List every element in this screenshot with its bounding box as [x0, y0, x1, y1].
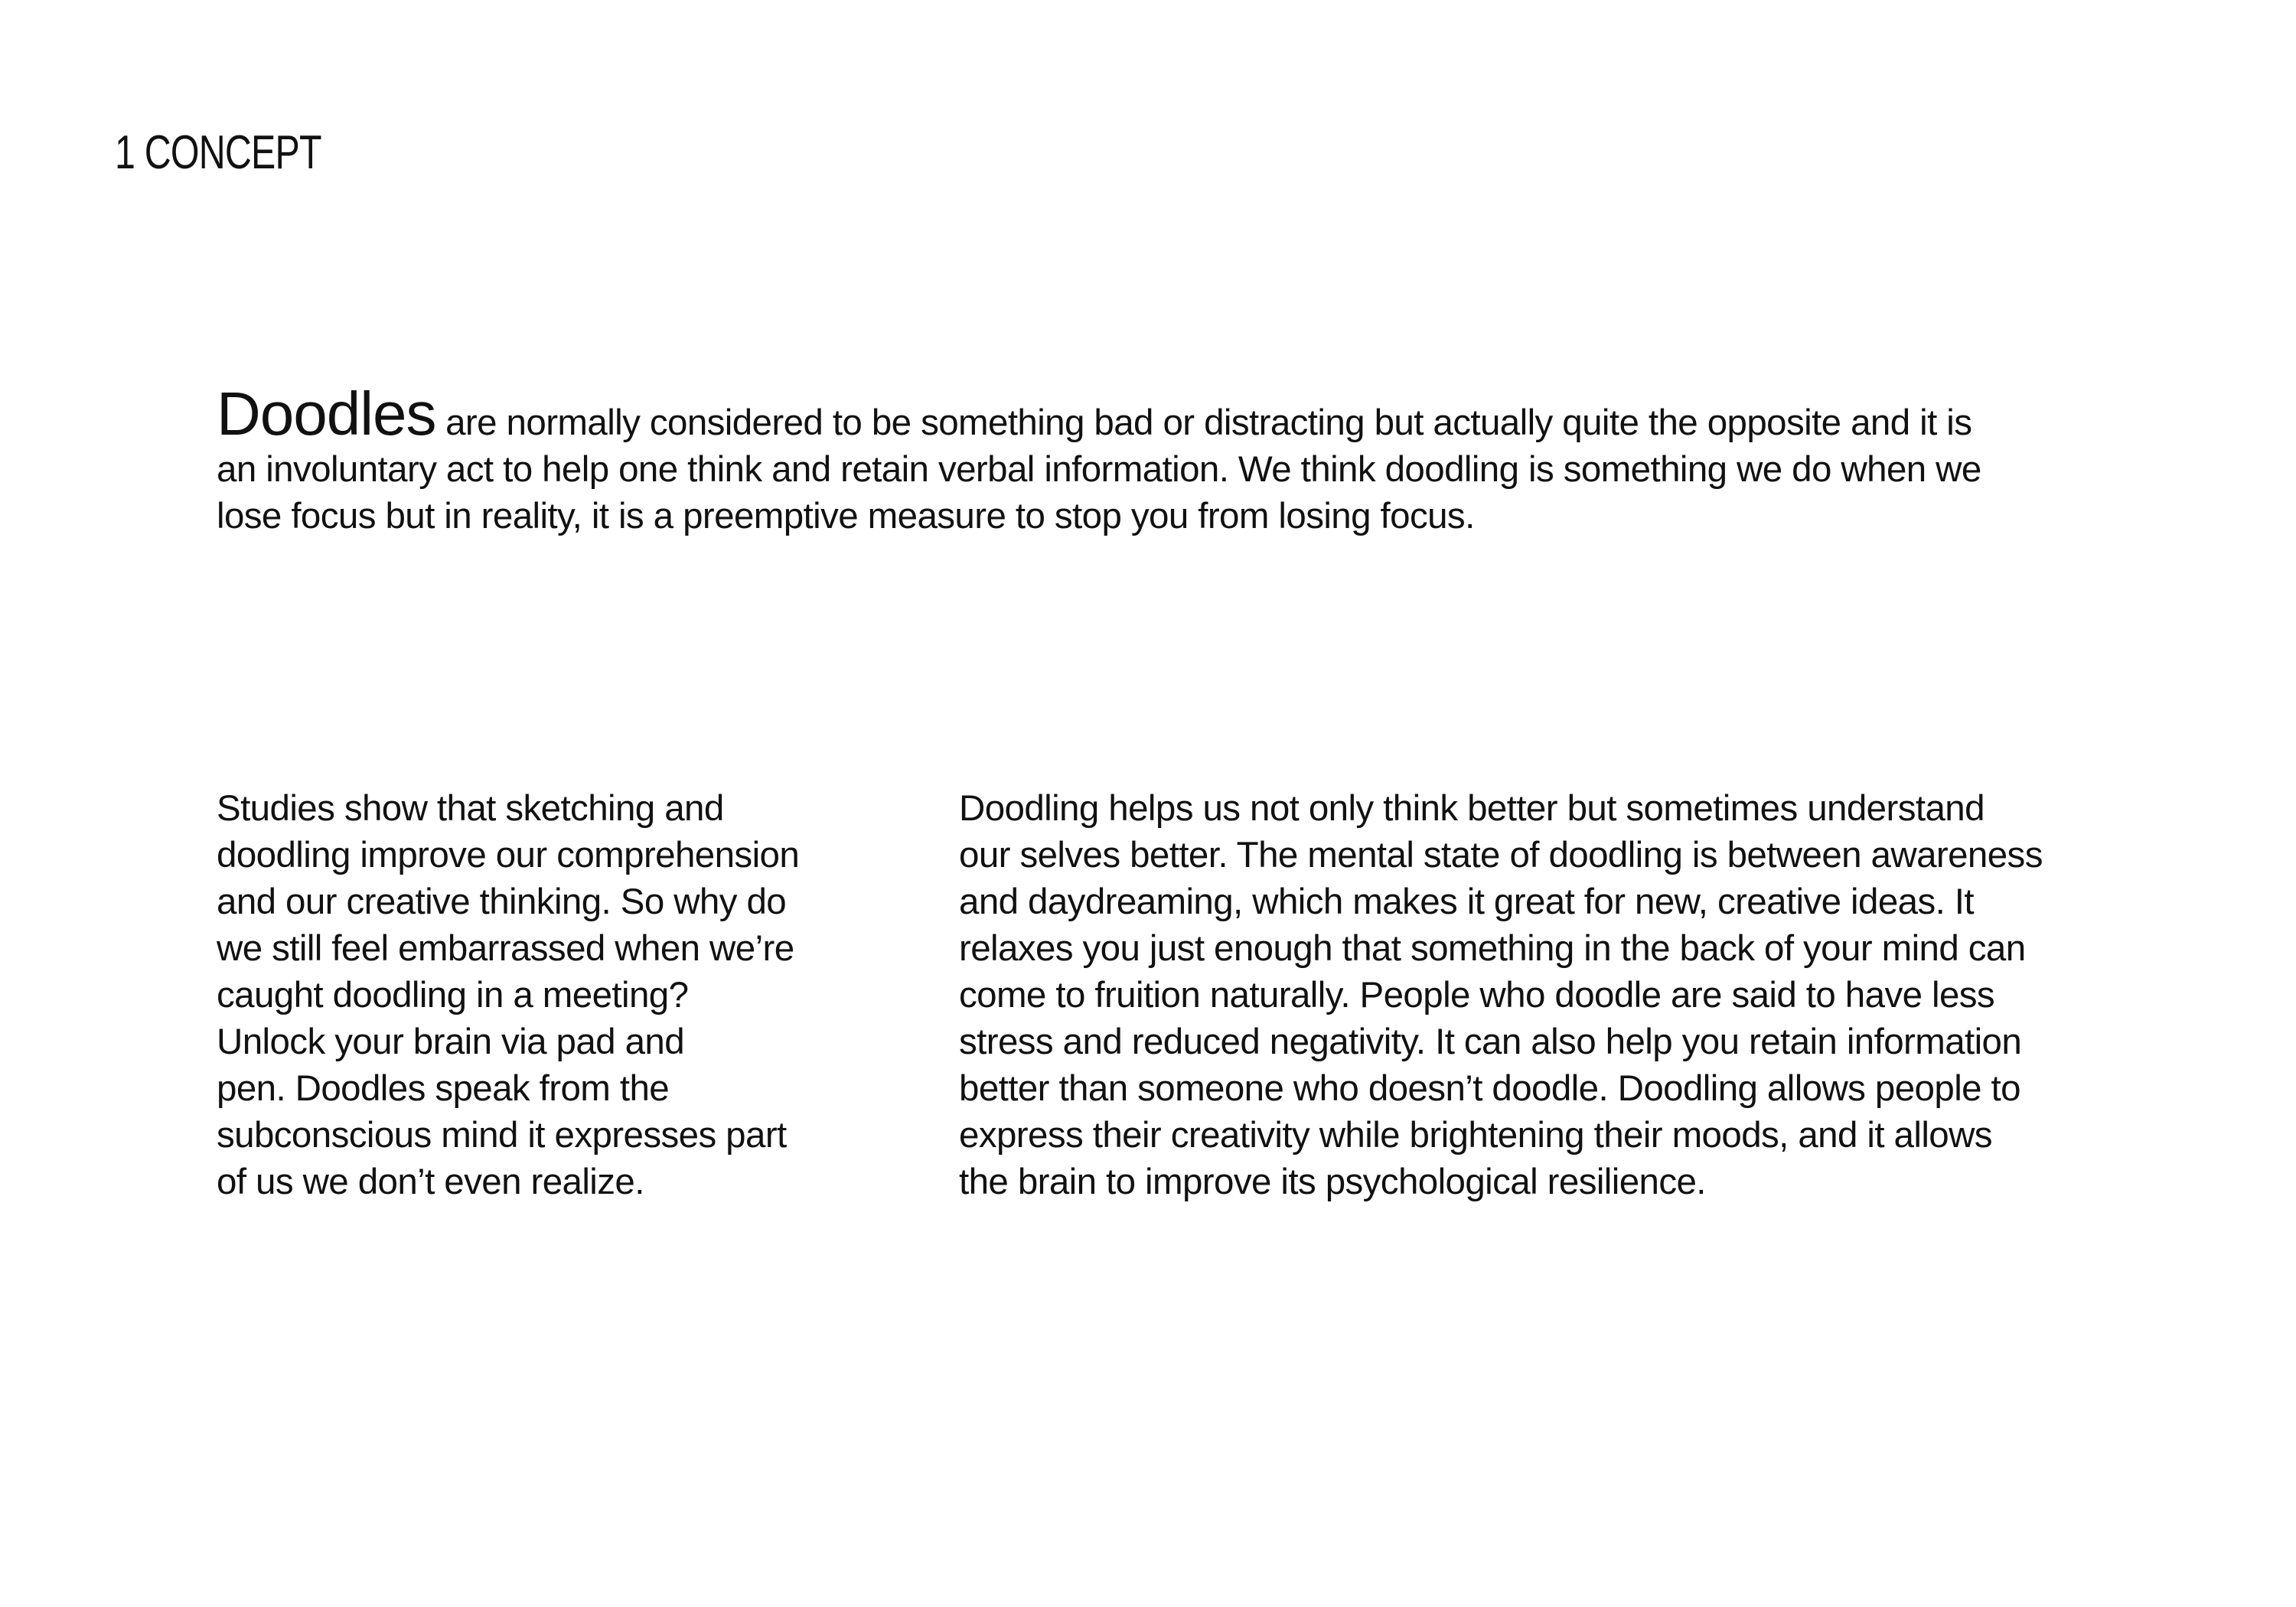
right-column-line: better than someone who doesn’t doodle. Doodling allows people to: [959, 1068, 2020, 1109]
right-column-line: relaxes you just enough that something in the back of your mind can: [959, 928, 2026, 969]
right-column-line: come to fruition naturally. People who doodle are said to have less: [959, 975, 1995, 1015]
left-column-line: caught doodling in a meeting?: [217, 975, 689, 1015]
right-column-line: express their creativity while brightening their moods, and it allows: [959, 1115, 1992, 1156]
left-column-line: Studies show that sketching and: [217, 788, 724, 829]
section-heading: 1 CONCEPT: [115, 126, 321, 179]
intro-line: [217, 380, 2115, 448]
left-column-line: pen. Doodles speak from the: [217, 1068, 670, 1109]
right-column-line: our selves better. The mental state of doodling is between awareness: [959, 835, 2043, 875]
right-column-line: stress and reduced negativity. It can also help you retain information: [959, 1022, 2022, 1062]
left-column-line: subconscious mind it expresses part: [217, 1115, 787, 1156]
intro-paragraph: [217, 380, 2115, 539]
lead-word: Doodles: [217, 380, 436, 448]
intro-line: an involuntary act to help one think and retain verbal information. We think doodling is something we do when we: [217, 449, 1981, 490]
right-column-paragraph: [959, 785, 2130, 1205]
left-column-line: we still feel embarrassed when we’re: [217, 928, 794, 969]
intro-line: lose focus but in reality, it is a preemptive measure to stop you from losing focus.: [217, 496, 1475, 536]
left-column-line: and our creative thinking. So why do: [217, 882, 787, 922]
intro-line-text: are normally considered to be something bad or distracting but actually quite the opposite and it is: [435, 403, 1972, 443]
right-column-line: the brain to improve its psychological resilience.: [959, 1162, 1706, 1202]
left-column-line: Unlock your brain via pad and: [217, 1022, 685, 1062]
right-column-line: and daydreaming, which makes it great for new, creative ideas. It: [959, 882, 1974, 922]
left-column-line: of us we don’t even realize.: [217, 1162, 644, 1202]
left-column-paragraph: [217, 785, 867, 1205]
right-column-line: Doodling helps us not only think better but sometimes understand: [959, 788, 1985, 829]
left-column-line: doodling improve our comprehension: [217, 835, 800, 875]
